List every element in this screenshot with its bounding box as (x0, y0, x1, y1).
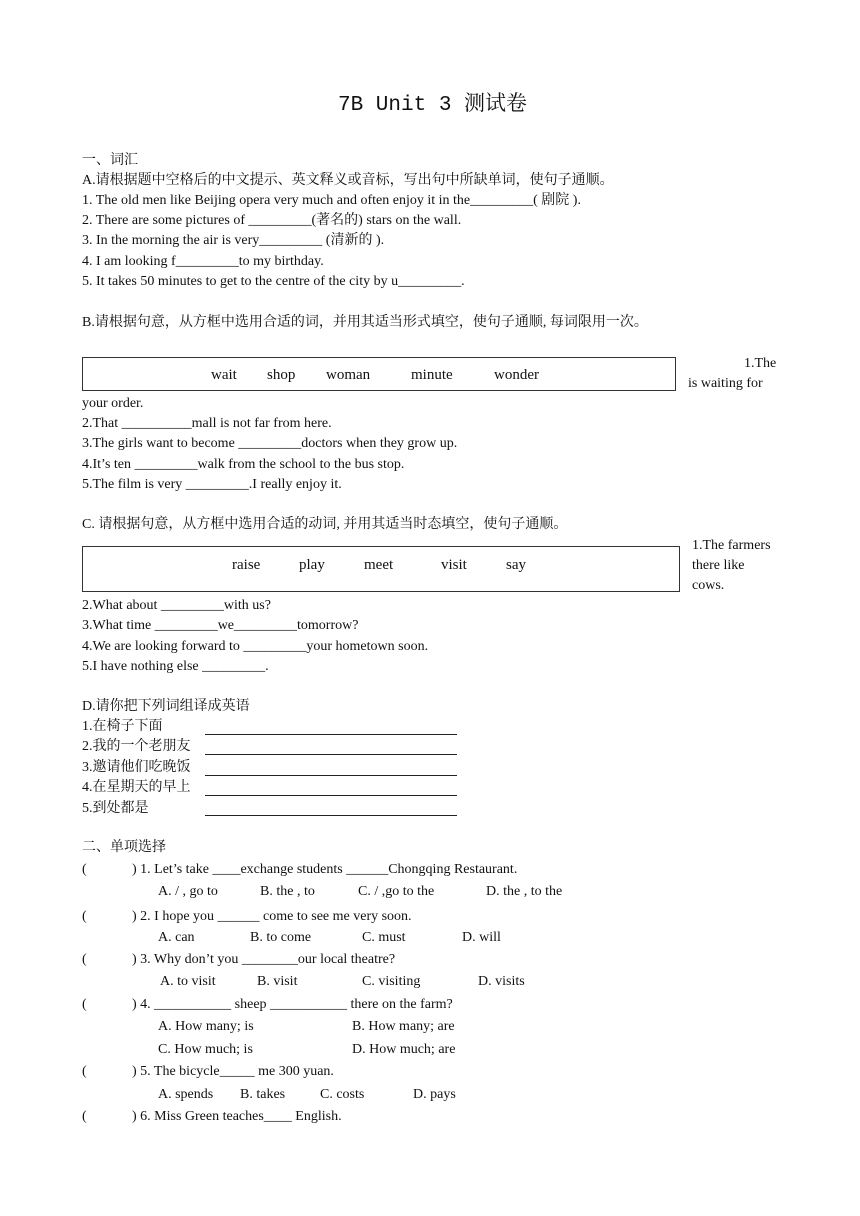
box-word: say (506, 557, 526, 573)
part-d-item: 3.邀请他们吃晚饭 (82, 760, 191, 775)
part-c-item: 3.What time _________we_________tomorrow? (82, 618, 359, 633)
part-b-side-text: 1.The (744, 356, 777, 371)
answer-paren[interactable]: ( (82, 1109, 87, 1124)
part-c-side-text: there like (692, 558, 745, 573)
answer-paren[interactable]: ( (82, 1064, 87, 1079)
part-d-item: 5.到处都是 (82, 801, 149, 816)
box-word: play (299, 557, 325, 573)
option: D. visits (478, 974, 525, 989)
question-text: ) 2. I hope you ______ come to see me very soon. (132, 909, 412, 924)
part-b-item: your order. (82, 396, 144, 411)
part-b-item: 2.That __________mall is not far from here. (82, 416, 332, 431)
box-word: minute (411, 367, 453, 383)
part-a-item: 5. It takes 50 minutes to get to the centre of the city by u_________. (82, 274, 465, 289)
box-word: raise (232, 557, 261, 573)
option: C. must (362, 930, 406, 945)
option: D. How much; are (352, 1042, 456, 1057)
part-d-instruction: D.请你把下列词组译成英语 (82, 699, 250, 714)
option: B. How many; are (352, 1019, 455, 1034)
answer-line[interactable] (205, 775, 457, 776)
part-a-item: 2. There are some pictures of _________(著名的) stars on the wall. (82, 213, 462, 228)
option: B. takes (240, 1087, 286, 1102)
option: B. to come (250, 930, 312, 945)
option: B. the , to (260, 884, 315, 899)
box-word: shop (267, 367, 296, 383)
option: C. visiting (362, 974, 421, 989)
option: C. costs (320, 1087, 365, 1102)
option: A. / , go to (158, 884, 218, 899)
box-word: visit (441, 557, 467, 573)
part-c-item: 2.What about _________with us? (82, 598, 271, 613)
part-d-item: 1.在椅子下面 (82, 719, 163, 734)
answer-line[interactable] (205, 815, 457, 816)
option: D. the , to the (486, 884, 563, 899)
question-text: ) 1. Let’s take ____exchange students ______Chongqing Restaurant. (132, 862, 518, 877)
question-text: ) 6. Miss Green teaches____ English. (132, 1109, 342, 1124)
box-word: woman (326, 367, 371, 383)
answer-paren[interactable]: ( (82, 952, 87, 967)
option: C. How much; is (158, 1042, 253, 1057)
option: C. / ,go to the (358, 884, 435, 899)
part-b-instruction: B.请根据句意，从方框中选用合适的词，并用其适当形式填空，使句子通顺, 每词限用一次。 (82, 315, 648, 330)
part-a-instruction: A.请根据题中空格后的中文提示、英文释义或音标，写出句中所缺单词，使句子通顺。 (82, 173, 614, 188)
part-b-item: 3.The girls want to become _________doctors when they grow up. (82, 436, 458, 451)
answer-line[interactable] (205, 754, 457, 755)
answer-paren[interactable]: ( (82, 997, 87, 1012)
box-word: meet (364, 557, 394, 573)
part-c-side-text: 1.The farmers (692, 538, 771, 553)
option: A. spends (158, 1087, 214, 1102)
part-b-item: 4.It’s ten _________walk from the school to the bus stop. (82, 457, 405, 472)
part-c-side-text: cows. (692, 578, 725, 593)
part-c-item: 5.I have nothing else _________. (82, 659, 269, 674)
part-b-side-text: is waiting for (688, 376, 763, 391)
option: A. How many; is (158, 1019, 254, 1034)
option: D. will (462, 930, 501, 945)
box-word: wonder (494, 367, 539, 383)
part-b-item: 5.The film is very _________.I really enjoy it. (82, 477, 342, 492)
part-a-item: 3. In the morning the air is very_________ (清新的 ). (82, 233, 385, 248)
answer-paren[interactable]: ( (82, 909, 87, 924)
part-d-item: 2.我的一个老朋友 (82, 739, 191, 754)
word-box-b (82, 357, 676, 391)
part-a-item: 4. I am looking f_________to my birthday. (82, 254, 324, 269)
page-title: 7B Unit 3 测试卷 (338, 94, 528, 117)
part-a-item: 1. The old men like Beijing opera very much and often enjoy it in the_________( 剧院 ). (82, 193, 581, 208)
box-word: wait (211, 367, 237, 383)
part-c-item: 4.We are looking forward to _________your hometown soon. (82, 639, 429, 654)
question-text: ) 5. The bicycle_____ me 300 yuan. (132, 1064, 334, 1079)
option: B. visit (257, 974, 298, 989)
option: A. can (158, 930, 195, 945)
question-text: ) 3. Why don’t you ________our local theatre? (132, 952, 396, 967)
question-text: ) 4. ___________ sheep ___________ there on the farm? (132, 997, 453, 1012)
option: A. to visit (160, 974, 216, 989)
answer-line[interactable] (205, 795, 457, 796)
section-heading-multiple-choice: 二、单项选择 (82, 840, 166, 855)
part-c-instruction: C. 请根据句意，从方框中选用合适的动词, 并用其适当时态填空，使句子通顺。 (82, 517, 568, 532)
answer-line[interactable] (205, 734, 457, 735)
answer-paren[interactable]: ( (82, 862, 87, 877)
part-d-item: 4.在星期天的早上 (82, 780, 191, 795)
section-heading-vocabulary: 一、词汇 (82, 153, 138, 168)
option: D. pays (413, 1087, 456, 1102)
